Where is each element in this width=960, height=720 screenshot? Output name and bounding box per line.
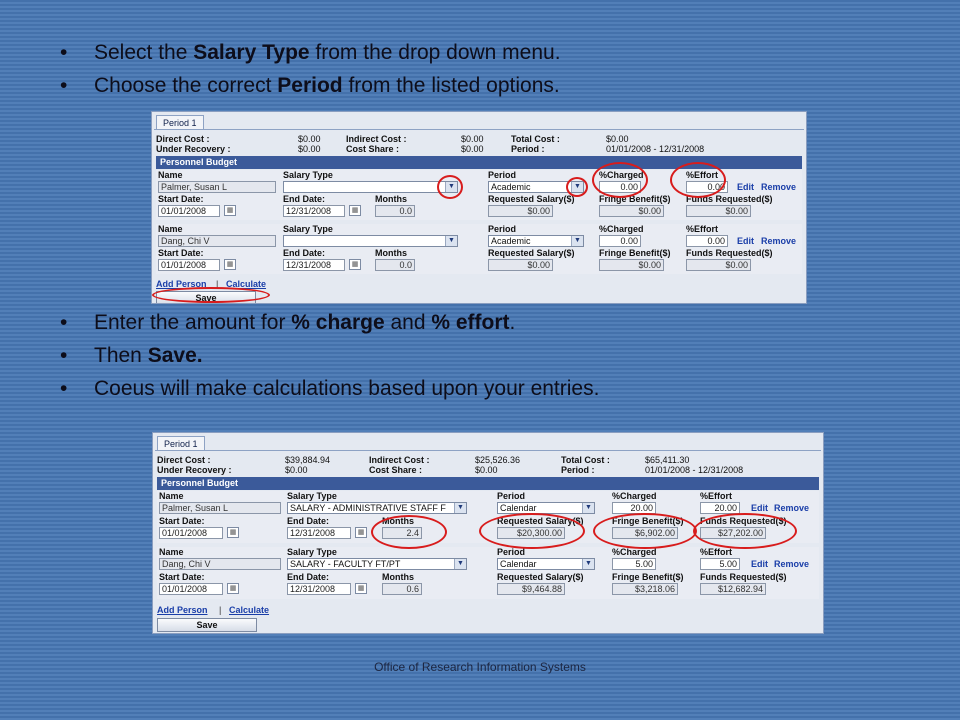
charged-label: %Charged bbox=[612, 491, 657, 501]
effort-field[interactable]: 0.00 bbox=[686, 181, 728, 193]
funds-requested-field: $0.00 bbox=[686, 259, 751, 271]
start-date-field[interactable]: 01/01/2008 bbox=[159, 527, 223, 539]
name-label: Name bbox=[158, 224, 183, 234]
start-date-field[interactable]: 01/01/2008 bbox=[158, 205, 220, 217]
period-value: Calendar bbox=[500, 503, 537, 513]
chevron-down-icon[interactable]: ▼ bbox=[571, 236, 583, 246]
effort-field[interactable]: 5.00 bbox=[700, 558, 740, 570]
name-field[interactable]: Dang, Chi V bbox=[158, 235, 276, 247]
indirect-cost-label: Indirect Cost : bbox=[369, 455, 430, 465]
months-label: Months bbox=[382, 572, 414, 582]
start-date-field[interactable]: 01/01/2008 bbox=[158, 259, 220, 271]
bullet bbox=[60, 69, 561, 102]
period-col-label: Period bbox=[497, 491, 526, 501]
fringe-benefit-field: $0.00 bbox=[599, 259, 664, 271]
tab-divider bbox=[155, 450, 821, 451]
funds-requested-label: Funds Requested($) bbox=[700, 572, 787, 582]
requested-salary-field: $0.00 bbox=[488, 205, 553, 217]
end-date-label: End Date: bbox=[283, 194, 326, 204]
calculate-link[interactable]: Calculate bbox=[226, 279, 267, 289]
salary-type-select[interactable] bbox=[283, 235, 458, 247]
salary-type-label: Salary Type bbox=[287, 491, 337, 501]
charged-label: %Charged bbox=[599, 224, 644, 234]
name-label: Name bbox=[159, 547, 184, 557]
fringe-benefit-field: $0.00 bbox=[599, 205, 664, 217]
period-label: Period : bbox=[561, 465, 595, 475]
requested-salary-label: Requested Salary($) bbox=[497, 572, 584, 582]
funds-requested-label: Funds Requested($) bbox=[700, 516, 787, 526]
end-date-field[interactable]: 12/31/2008 bbox=[287, 583, 351, 595]
name-field[interactable]: Palmer, Susan L bbox=[158, 181, 276, 193]
under-recovery-value: $0.00 bbox=[298, 144, 321, 154]
effort-field[interactable]: 20.00 bbox=[700, 502, 740, 514]
salary-type-label: Salary Type bbox=[287, 547, 337, 557]
summary-row bbox=[156, 134, 796, 144]
summary-row bbox=[157, 465, 817, 475]
end-date-field[interactable]: 12/31/2008 bbox=[287, 527, 351, 539]
highlight-ring bbox=[670, 162, 726, 198]
tab-divider bbox=[154, 129, 804, 130]
period-col-label: Period bbox=[488, 170, 517, 180]
months-field: 2.4 bbox=[382, 527, 422, 539]
fringe-benefit-field: $6,902.00 bbox=[612, 527, 678, 539]
bullet-text: Select the bbox=[94, 41, 194, 64]
charged-field[interactable]: 20.00 bbox=[612, 502, 656, 514]
highlight-ring bbox=[437, 175, 463, 199]
tab-period-1[interactable]: Period 1 bbox=[156, 115, 204, 130]
bullet-bold: % effort bbox=[431, 311, 510, 334]
link-separator: | bbox=[219, 605, 222, 615]
salary-type-select[interactable] bbox=[283, 181, 458, 193]
budget-screenshot-empty bbox=[151, 111, 807, 304]
end-date-field[interactable]: 12/31/2008 bbox=[283, 259, 345, 271]
highlight-ring bbox=[152, 287, 270, 303]
effort-field[interactable]: 0.00 bbox=[686, 235, 728, 247]
end-date-label: End Date: bbox=[283, 248, 326, 258]
salary-type-value: SALARY - FACULTY FT/PT bbox=[290, 559, 401, 569]
save-button[interactable]: Save bbox=[156, 291, 256, 304]
bullet-text: Coeus will make calculations based upon your entries. bbox=[94, 377, 600, 400]
total-cost-value: $0.00 bbox=[606, 134, 629, 144]
cost-share-label: Cost Share : bbox=[369, 465, 423, 475]
effort-label: %Effort bbox=[686, 224, 718, 234]
start-date-field[interactable]: 01/01/2008 bbox=[159, 583, 223, 595]
indirect-cost-value: $0.00 bbox=[461, 134, 484, 144]
salary-type-label: Salary Type bbox=[283, 170, 333, 180]
salary-type-select[interactable] bbox=[287, 502, 467, 514]
months-label: Months bbox=[375, 248, 407, 258]
period-value: Academic bbox=[491, 236, 531, 246]
fringe-benefit-field: $3,218.06 bbox=[612, 583, 678, 595]
chevron-down-icon[interactable]: ▼ bbox=[582, 559, 594, 569]
salary-type-label: Salary Type bbox=[283, 224, 333, 234]
name-field[interactable]: Dang, Chi V bbox=[159, 558, 281, 570]
period-select[interactable] bbox=[497, 558, 595, 570]
cost-share-value: $0.00 bbox=[461, 144, 484, 154]
bullet-bold: Salary Type bbox=[193, 41, 310, 64]
highlight-ring bbox=[693, 513, 797, 549]
period-select[interactable] bbox=[497, 502, 595, 514]
period-value: Academic bbox=[491, 182, 531, 192]
summary-row bbox=[157, 455, 817, 465]
period-col-label: Period bbox=[488, 224, 517, 234]
months-field: 0.6 bbox=[382, 583, 422, 595]
remove-link[interactable]: Remove bbox=[774, 503, 810, 513]
fringe-benefit-label: Fringe Benefit($) bbox=[612, 572, 684, 582]
fringe-benefit-label: Fringe Benefit($) bbox=[599, 248, 671, 258]
requested-salary-field: $20,300.00 bbox=[497, 527, 565, 539]
end-date-field[interactable]: 12/31/2008 bbox=[283, 205, 345, 217]
bullet bbox=[60, 372, 599, 405]
total-cost-label: Total Cost : bbox=[511, 134, 560, 144]
period-value: Calendar bbox=[500, 559, 537, 569]
chevron-down-icon[interactable]: ▼ bbox=[445, 236, 457, 246]
calendar-icon[interactable]: ▦ bbox=[355, 583, 367, 594]
name-label: Name bbox=[158, 170, 183, 180]
edit-link[interactable]: Edit bbox=[751, 503, 768, 513]
salary-type-value: SALARY - ADMINISTRATIVE STAFF F bbox=[290, 503, 446, 513]
cost-share-value: $0.00 bbox=[475, 465, 498, 475]
instructions-top bbox=[60, 36, 561, 102]
requested-salary-label: Requested Salary($) bbox=[488, 194, 575, 204]
highlight-ring bbox=[593, 513, 697, 549]
calendar-icon[interactable]: ▦ bbox=[349, 259, 361, 270]
tab-period-1[interactable]: Period 1 bbox=[157, 436, 205, 451]
under-recovery-value: $0.00 bbox=[285, 465, 308, 475]
under-recovery-label: Under Recovery : bbox=[156, 144, 231, 154]
requested-salary-field: $0.00 bbox=[488, 259, 553, 271]
charged-field[interactable]: 5.00 bbox=[612, 558, 656, 570]
person-panel bbox=[156, 224, 802, 274]
add-person-link[interactable]: Add Person bbox=[156, 279, 207, 289]
bullet-text: and bbox=[384, 311, 432, 334]
requested-salary-field: $9,464.88 bbox=[497, 583, 565, 595]
highlight-ring bbox=[566, 177, 588, 197]
calculate-link[interactable]: Calculate bbox=[229, 605, 270, 615]
direct-cost-value: $0.00 bbox=[298, 134, 321, 144]
highlight-ring bbox=[592, 162, 648, 198]
start-date-label: Start Date: bbox=[158, 194, 204, 204]
bullet-text: . bbox=[509, 311, 516, 334]
charged-label: %Charged bbox=[612, 547, 657, 557]
calendar-icon[interactable]: ▦ bbox=[227, 583, 239, 594]
save-button[interactable]: Save bbox=[157, 618, 257, 632]
name-label: Name bbox=[159, 491, 184, 501]
chevron-down-icon[interactable]: ▼ bbox=[454, 559, 466, 569]
person-panel bbox=[157, 547, 819, 599]
remove-link[interactable]: Remove bbox=[761, 236, 797, 246]
calendar-icon[interactable]: ▦ bbox=[349, 205, 361, 216]
edit-link[interactable]: Edit bbox=[737, 236, 754, 246]
cost-share-label: Cost Share : bbox=[346, 144, 400, 154]
section-header-personnel-budget: Personnel Budget bbox=[157, 477, 819, 490]
salary-type-select[interactable] bbox=[287, 558, 467, 570]
total-cost-value: $65,411.30 bbox=[645, 455, 690, 465]
bullet-text: Then bbox=[94, 344, 148, 367]
name-field[interactable]: Palmer, Susan L bbox=[159, 502, 281, 514]
start-date-label: Start Date: bbox=[158, 248, 204, 258]
funds-requested-label: Funds Requested($) bbox=[686, 248, 773, 258]
fringe-benefit-label: Fringe Benefit($) bbox=[599, 194, 671, 204]
indirect-cost-value: $25,526.36 bbox=[475, 455, 521, 465]
effort-label: %Effort bbox=[686, 170, 718, 180]
months-field: 0.0 bbox=[375, 205, 415, 217]
calendar-icon[interactable]: ▦ bbox=[224, 259, 236, 270]
calendar-icon[interactable]: ▦ bbox=[224, 205, 236, 216]
edit-link[interactable]: Edit bbox=[751, 559, 768, 569]
bullet bbox=[60, 339, 599, 372]
bullet-bold: Period bbox=[277, 74, 343, 97]
under-recovery-label: Under Recovery : bbox=[157, 465, 232, 475]
charged-field[interactable]: 0.00 bbox=[599, 235, 641, 247]
period-value: 01/01/2008 - 12/31/2008 bbox=[645, 465, 744, 475]
summary-row bbox=[156, 144, 796, 154]
months-label: Months bbox=[382, 516, 414, 526]
total-cost-label: Total Cost : bbox=[561, 455, 610, 465]
remove-link[interactable]: Remove bbox=[774, 559, 810, 569]
bullet-text: from the drop down menu. bbox=[309, 41, 561, 64]
chevron-down-icon[interactable]: ▼ bbox=[571, 182, 583, 192]
bullet bbox=[60, 306, 599, 339]
calendar-icon[interactable]: ▦ bbox=[355, 527, 367, 538]
period-select[interactable] bbox=[488, 235, 584, 247]
instructions-bottom bbox=[60, 306, 599, 405]
funds-requested-field: $0.00 bbox=[686, 205, 751, 217]
indirect-cost-label: Indirect Cost : bbox=[346, 134, 407, 144]
add-person-link[interactable]: Add Person bbox=[157, 605, 208, 615]
funds-requested-label: Funds Requested($) bbox=[686, 194, 773, 204]
bullet bbox=[60, 36, 561, 69]
funds-requested-field: $12,682.94 bbox=[700, 583, 766, 595]
bullet-text: Choose the correct bbox=[94, 74, 278, 97]
funds-requested-field: $27,202.00 bbox=[700, 527, 766, 539]
start-date-label: Start Date: bbox=[159, 516, 205, 526]
period-col-label: Period bbox=[497, 547, 526, 557]
period-value: 01/01/2008 - 12/31/2008 bbox=[606, 144, 705, 154]
requested-salary-label: Requested Salary($) bbox=[488, 248, 575, 258]
highlight-ring bbox=[479, 513, 585, 549]
effort-label: %Effort bbox=[700, 491, 732, 501]
requested-salary-label: Requested Salary($) bbox=[497, 516, 584, 526]
chevron-down-icon[interactable]: ▼ bbox=[582, 503, 594, 513]
end-date-label: End Date: bbox=[287, 572, 330, 582]
start-date-label: Start Date: bbox=[159, 572, 205, 582]
fringe-benefit-label: Fringe Benefit($) bbox=[612, 516, 684, 526]
period-label: Period : bbox=[511, 144, 545, 154]
edit-link[interactable]: Edit bbox=[737, 182, 754, 192]
direct-cost-label: Direct Cost : bbox=[157, 455, 211, 465]
bullet-text: from the listed options. bbox=[342, 74, 560, 97]
effort-label: %Effort bbox=[700, 547, 732, 557]
chevron-down-icon[interactable]: ▼ bbox=[454, 503, 466, 513]
end-date-label: End Date: bbox=[287, 516, 330, 526]
bullet-bold: Save. bbox=[147, 344, 203, 367]
section-header-personnel-budget: Personnel Budget bbox=[156, 156, 802, 169]
direct-cost-label: Direct Cost : bbox=[156, 134, 210, 144]
months-label: Months bbox=[375, 194, 407, 204]
charged-label: %Charged bbox=[599, 170, 644, 180]
remove-link[interactable]: Remove bbox=[761, 182, 797, 192]
footer-text: Office of Research Information Systems bbox=[374, 660, 586, 674]
calendar-icon[interactable]: ▦ bbox=[227, 527, 239, 538]
budget-screenshot-calculated bbox=[152, 432, 824, 634]
bullet-bold: % charge bbox=[291, 311, 385, 334]
highlight-ring bbox=[371, 515, 447, 549]
charged-field[interactable]: 0.00 bbox=[599, 181, 641, 193]
direct-cost-value: $39,884.94 bbox=[285, 455, 331, 465]
chevron-down-icon[interactable]: ▼ bbox=[445, 182, 457, 192]
link-separator: | bbox=[216, 279, 219, 289]
bullet-text: Enter the amount for bbox=[94, 311, 292, 334]
months-field: 0.0 bbox=[375, 259, 415, 271]
